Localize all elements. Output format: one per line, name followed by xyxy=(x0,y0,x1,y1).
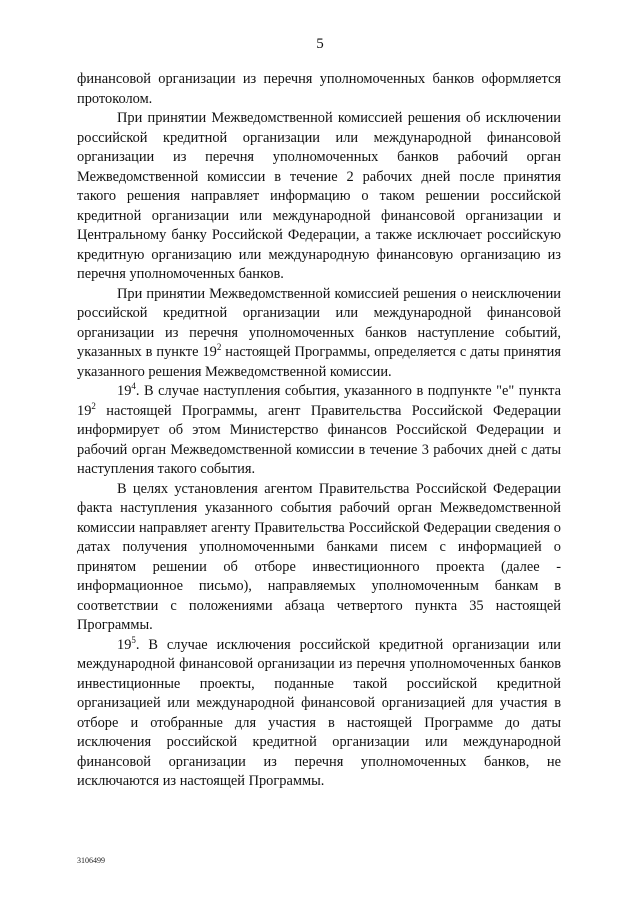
paragraph-1: финансовой организации из перечня уполномоченных банков оформляется протоколом. xyxy=(77,71,561,107)
paragraph-4-text-b: настоящей Программы, агент Правительства Российской Федерации информирует об этом Министерство финансов Российской Федерации и рабочий орган Межведомственной комиссии в течение 3 рабочих дней с даты наступления такого события. xyxy=(77,402,561,477)
clause-number-19-4: 19 xyxy=(117,383,132,399)
paragraph-6-text: . В случае исключения российской кредитной организации или международной финансовой организации из перечня уполномоченных банков инвестиционные проекты, поданные такой российской кредитной организацией или международной финансовой организацией для участия в отборе и отобранные для участия в настоящей Программе до даты исключения российской кредитной организации или международной финансовой организации из перечня уполномоченных банков, не исключаются из настоящей Программы. xyxy=(77,636,561,789)
document-code: 3106499 xyxy=(77,856,105,865)
clause-number-superscript: 4 xyxy=(131,381,136,392)
paragraph-4 xyxy=(77,382,561,480)
paragraph-3-text-a: При принятии Межведомственной комиссией решения о неисключении российской кредитной организации или международной финансовой организации из перечня уполномоченных банков наступление событий, указанных в пункте 19 xyxy=(77,285,561,360)
paragraph-4-text-a: . В случае наступления события, указанного в подпункте "е" пункта 19 xyxy=(77,383,561,419)
paragraph-3 xyxy=(77,285,561,383)
document-body xyxy=(77,70,561,792)
paragraph-3-text-b: настоящей Программы, определяется с даты принятия указанного решения Межведомственной комиссии. xyxy=(77,344,562,380)
page-number: 5 xyxy=(316,36,324,52)
paragraph-2: При принятии Межведомственной комиссией решения об исключении российской кредитной организации или международной финансовой организации из перечня уполномоченных банков рабочий орган Межведомственной комиссии в течение 2 рабочих дней после принятия такого решения направляет информацию о таком решении российской кредитной организации или международной финансовой организации и Центральному банку Российской Федерации, а также исключает российскую кредитную организацию или международную финансовую организацию из перечня уполномоченных банков. xyxy=(77,110,561,282)
clause-number-superscript: 5 xyxy=(131,634,136,645)
paragraph-5: В целях установления агентом Правительства Российской Федерации факта наступления указанного события рабочий орган Межведомственной комиссии направляет агенту Правительства Российской Федерации сведения о датах получения уполномоченными банками писем с информацией о принятом решении об отборе инвестиционного проекта (далее - информационное письмо), направляемых уполномоченным банкам в соответствии с положениями абзаца четвертого пункта 35 настоящей Программы. xyxy=(77,480,561,633)
paragraph-6 xyxy=(77,636,561,792)
paragraph-3-superscript: 2 xyxy=(216,342,222,353)
clause-number-19-5: 19 xyxy=(117,636,132,653)
paragraph-4-superscript: 2 xyxy=(91,400,96,411)
